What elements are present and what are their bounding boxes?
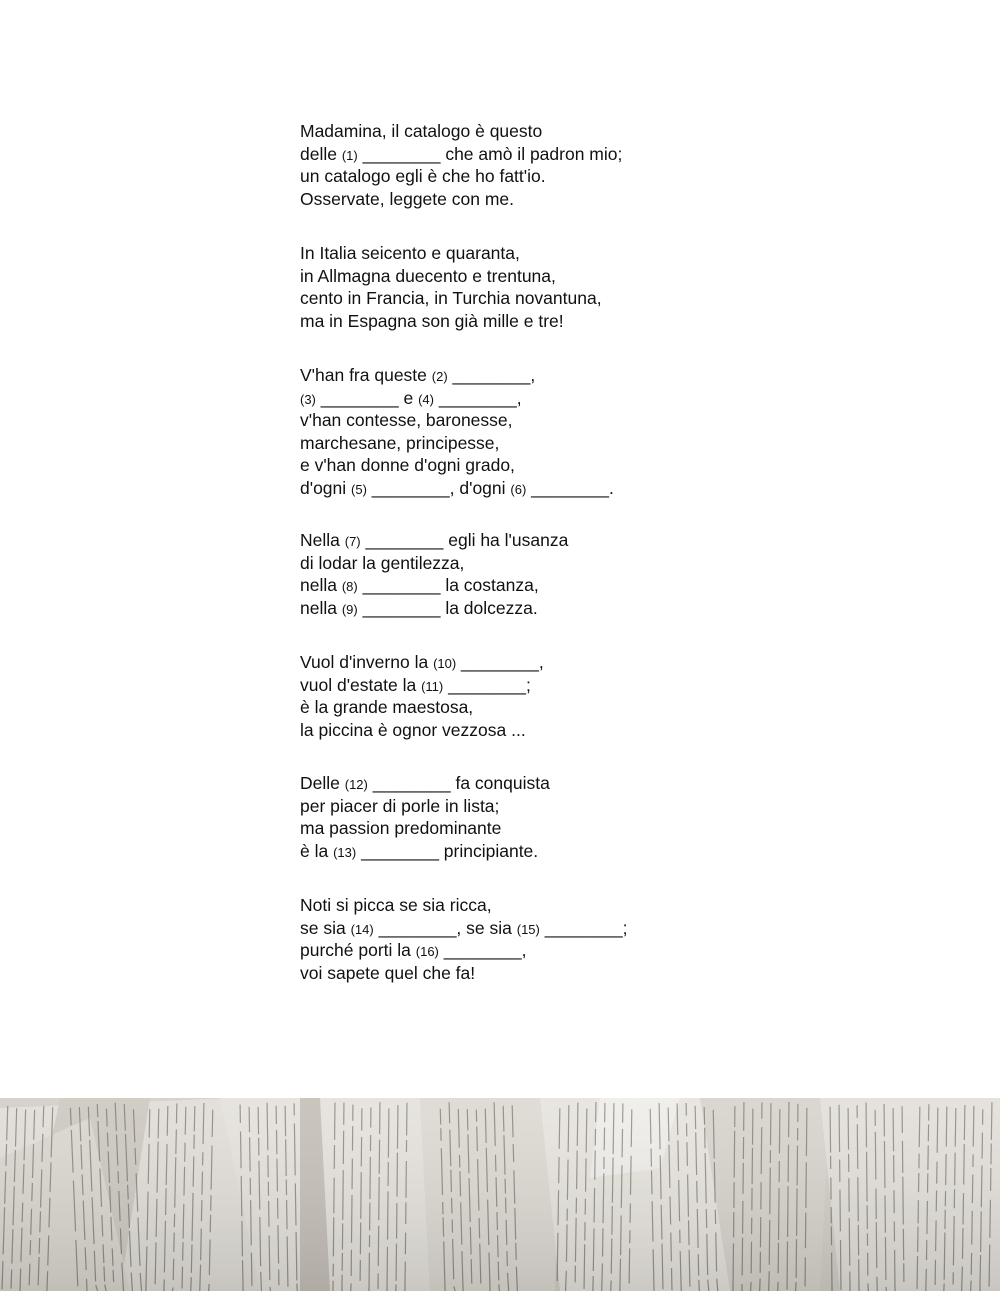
stanza [300, 772, 550, 862]
blank-number: (2) [431, 369, 448, 384]
poem-line [300, 242, 602, 265]
line-text: Osservate, leggete con me. [300, 188, 514, 209]
poem-line [300, 817, 550, 840]
line-text: cento in Francia, in Turchia novantuna, [300, 288, 602, 309]
poem-line [300, 772, 550, 795]
line-text: ________, [433, 387, 522, 408]
poem-line [300, 597, 568, 620]
poem-line [300, 432, 614, 455]
line-text: V'han fra queste [300, 365, 432, 385]
line-text: ________, se sia [373, 917, 517, 938]
poem-line [300, 651, 544, 674]
blank-number: (15) [516, 921, 540, 937]
newspaper-collage-graphic [0, 1098, 1000, 1291]
poem-line [300, 409, 614, 432]
blank-number: (14) [350, 921, 374, 937]
blank-number: (11) [421, 678, 444, 694]
blank-number: (13) [333, 844, 357, 860]
poem-line [300, 364, 614, 387]
line-text: per piacer di porle in lista; [300, 795, 500, 816]
line-text: ________, d'ogni [366, 477, 511, 498]
blank-number: (1) [341, 147, 358, 163]
stanza [300, 651, 544, 741]
line-text: se sia [300, 917, 351, 938]
newspaper-collage-image [0, 1098, 1000, 1291]
poem-line [300, 894, 627, 917]
poem-line [300, 719, 544, 742]
poem-line [300, 529, 568, 552]
line-text: è la [300, 840, 334, 861]
poem-line [300, 265, 602, 288]
line-text: delle [300, 143, 342, 164]
blank-number: (7) [344, 534, 361, 549]
stanza [300, 529, 568, 619]
blank-number: (10) [433, 656, 457, 671]
poem-line [300, 310, 602, 333]
poem-line [300, 454, 614, 477]
line-text: ________ fa conquista [367, 773, 550, 793]
line-text: di lodar la gentilezza, [300, 552, 465, 573]
blank-number: (12) [344, 777, 368, 792]
line-text: Delle [300, 773, 345, 793]
line-text: ________ la dolcezza. [357, 597, 538, 618]
poem-line [300, 143, 622, 166]
poem-line [300, 939, 627, 962]
blank-number: (5) [351, 481, 367, 497]
line-text: voi sapete quel che fa! [300, 962, 476, 983]
poem-line [300, 917, 627, 940]
stanza [300, 242, 602, 332]
blank-number: (8) [341, 579, 358, 595]
poem-line [300, 287, 602, 310]
line-text: marchesane, principesse, [300, 432, 500, 453]
line-text: In Italia seicento e quaranta, [300, 243, 520, 263]
poem-line [300, 674, 544, 697]
poem-line [300, 165, 622, 188]
poem-line [300, 574, 568, 597]
line-text: ________ la costanza, [357, 575, 539, 596]
poem-line [300, 120, 622, 143]
line-text: ________, [438, 940, 527, 961]
line-text: d'ogni [300, 477, 352, 498]
line-text: Vuol d'inverno la [300, 652, 434, 672]
line-text: ________; [443, 674, 531, 695]
line-text: ________ e [315, 387, 419, 408]
line-text: v'han contesse, baronesse, [300, 410, 513, 431]
line-text: ________ egli ha l'usanza [360, 530, 569, 550]
poem-line [300, 387, 614, 410]
line-text: la piccina è ognor vezzosa ... [300, 719, 526, 740]
line-text: vuol d'estate la [300, 674, 422, 695]
line-text: è la grande maestosa, [300, 697, 474, 718]
line-text: ________, [447, 365, 536, 385]
poem-line [300, 188, 622, 211]
line-text: ________ principiante. [356, 840, 539, 861]
line-text: un catalogo egli è che ho fatt'io. [300, 166, 546, 187]
line-text: ma passion predominante [300, 818, 502, 839]
line-text: Madamina, il catalogo è questo [300, 121, 543, 141]
poem-line [300, 795, 550, 818]
line-text: purché porti la [300, 940, 416, 961]
line-text: nella [300, 575, 342, 596]
blank-number: (16) [415, 944, 439, 960]
stanza [300, 120, 622, 210]
line-text: e v'han donne d'ogni grado, [300, 455, 515, 476]
line-text: ________ che amò il padron mio; [357, 143, 623, 164]
poem-line [300, 552, 568, 575]
line-text: in Allmagna duecento e trentuna, [300, 265, 556, 286]
blank-number: (6) [510, 481, 527, 497]
line-text: Nella [300, 530, 345, 550]
blank-number: (4) [418, 391, 434, 407]
poem-line [300, 962, 627, 985]
poem-line [300, 840, 550, 863]
poem-line [300, 696, 544, 719]
line-text: nella [300, 597, 342, 618]
line-text: ma in Espagna son già mille e tre! [300, 310, 564, 331]
blank-number: (9) [341, 601, 358, 617]
line-text: ________; [539, 917, 628, 938]
poem-line [300, 477, 614, 500]
line-text: ________, [456, 652, 544, 672]
blank-number: (3) [300, 391, 316, 407]
line-text: ________. [526, 477, 614, 498]
line-text: Noti si picca se sia ricca, [300, 895, 492, 915]
stanza [300, 894, 627, 984]
stanza [300, 364, 614, 500]
